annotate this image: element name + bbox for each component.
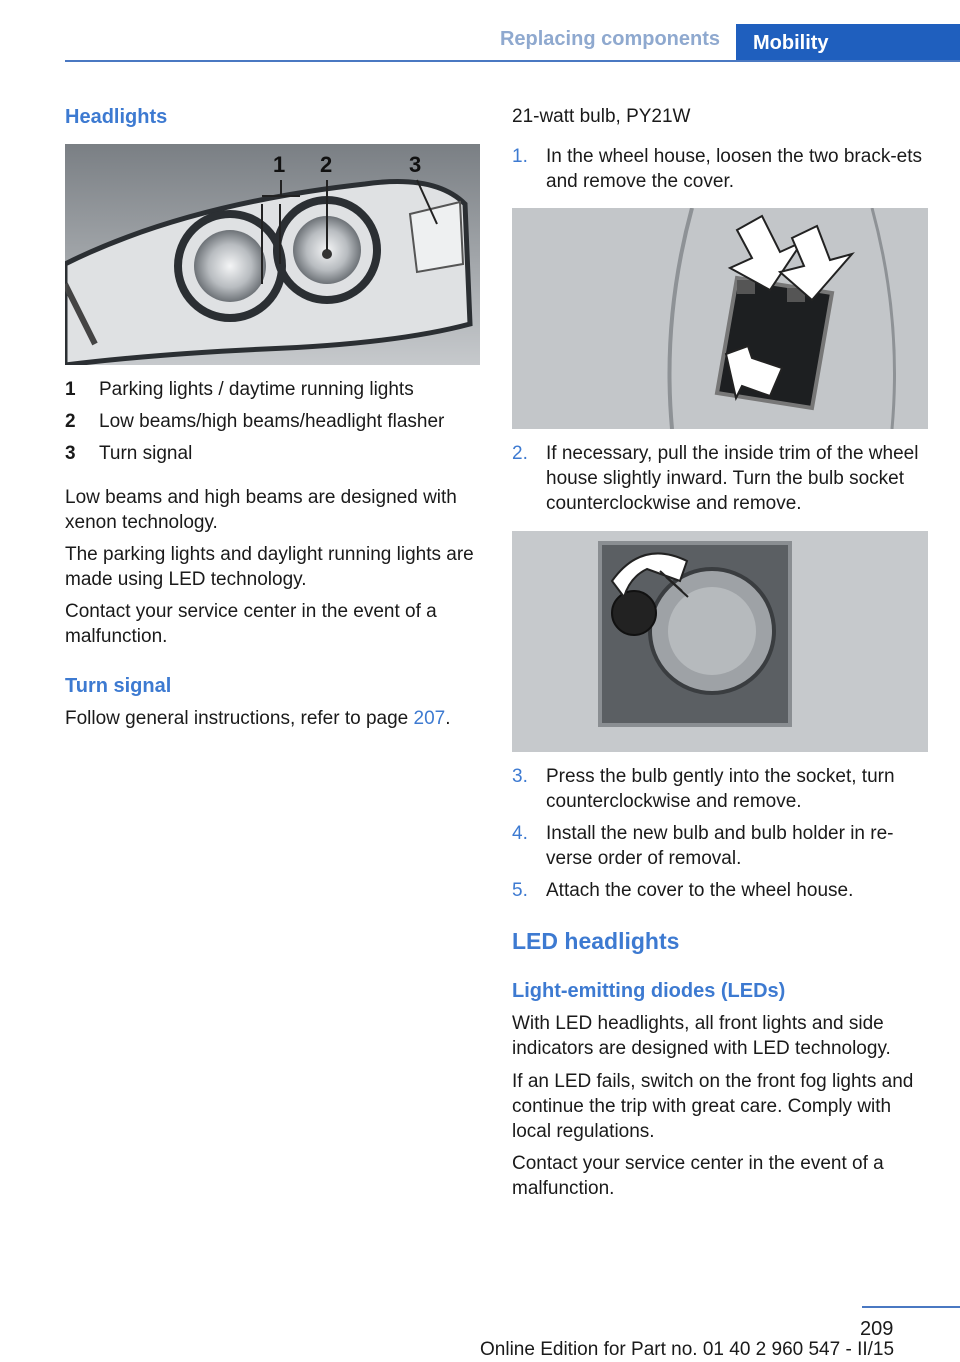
figure-label-3: 3 [409,152,422,177]
step-1 [512,144,928,196]
turn-signal-heading: Turn signal [65,675,172,697]
led-paragraph-3: Contact your service center in the event of a malfunction. [512,1153,884,1199]
step-2 [512,441,928,519]
edition-text: Online Edition for Part no. 01 40 2 960 547 - II/15 [480,1339,895,1360]
header-rule [65,60,960,62]
legend-text: Turn signal [99,443,193,464]
led-subheading: Light-emitting diodes (LEDs) [512,980,786,1002]
footer-rule [862,1306,960,1308]
step-3 [512,764,928,816]
turn-signal-period: . [445,708,451,729]
page-header [0,0,960,62]
legend-text: Parking lights / daytime running lights [99,379,414,400]
headlights-heading: Headlights [65,106,168,128]
step-text: If necessary, pull the inside trim of the wheel house slightly inward. Turn the bulb socket counterclockwise and remove. [546,443,919,514]
bulb-socket-image [512,531,928,752]
wheel-house-illustration [512,208,928,429]
chapter-tab: Mobility [736,24,960,62]
turn-signal-paragraph [65,706,480,731]
headlight-image [65,144,480,365]
step-text: Press the bulb gently into the socket, turn counterclockwise and remove. [546,766,895,812]
bulb-socket-illustration [512,531,928,752]
legend-number: 1 [65,379,76,400]
step-5 [512,878,928,904]
led-parking-paragraph: The parking lights and daylight running lights are made using LED technology. [65,544,474,590]
figure-label-2: 2 [320,152,333,177]
page-number: 209 [860,1318,894,1340]
led-paragraph-1: With LED headlights, all front lights and side indicators are designed with LED technology. [512,1013,891,1059]
legend-number: 3 [65,443,76,464]
step-text: In the wheel house, loosen the two brack‐ets and remove the cover. [546,146,923,192]
figure-label-1: 1 [273,152,286,177]
legend-number: 2 [65,411,76,432]
step-4 [512,821,928,873]
step-number: 4. [512,823,528,844]
step-text: Install the new bulb and bulb holder in re‐verse order of removal. [546,823,894,869]
step-number: 1. [512,146,528,167]
section-title: Replacing components [499,28,720,50]
legend-text: Low beams/high beams/headlight flasher [99,411,445,432]
turn-signal-text: Follow general instructions, refer to page [65,708,409,729]
step-number: 2. [512,443,528,464]
bulb-title: 21-watt bulb, PY21W [512,106,691,127]
step-number: 3. [512,766,528,787]
led-paragraph-2: If an LED fails, switch on the front fog lights and continue the trip with great care. Comply with local regulations. [512,1071,914,1142]
wheel-house-cover-image [512,208,928,429]
step-text: Attach the cover to the wheel house. [546,880,854,901]
service-paragraph: Contact your service center in the event of a malfunction. [65,601,437,647]
led-headlights-heading: LED headlights [512,928,680,954]
xenon-paragraph: Low beams and high beams are designed with xenon technology. [65,487,457,533]
page-reference-link[interactable]: 207 [413,708,446,729]
step-number: 5. [512,880,528,901]
